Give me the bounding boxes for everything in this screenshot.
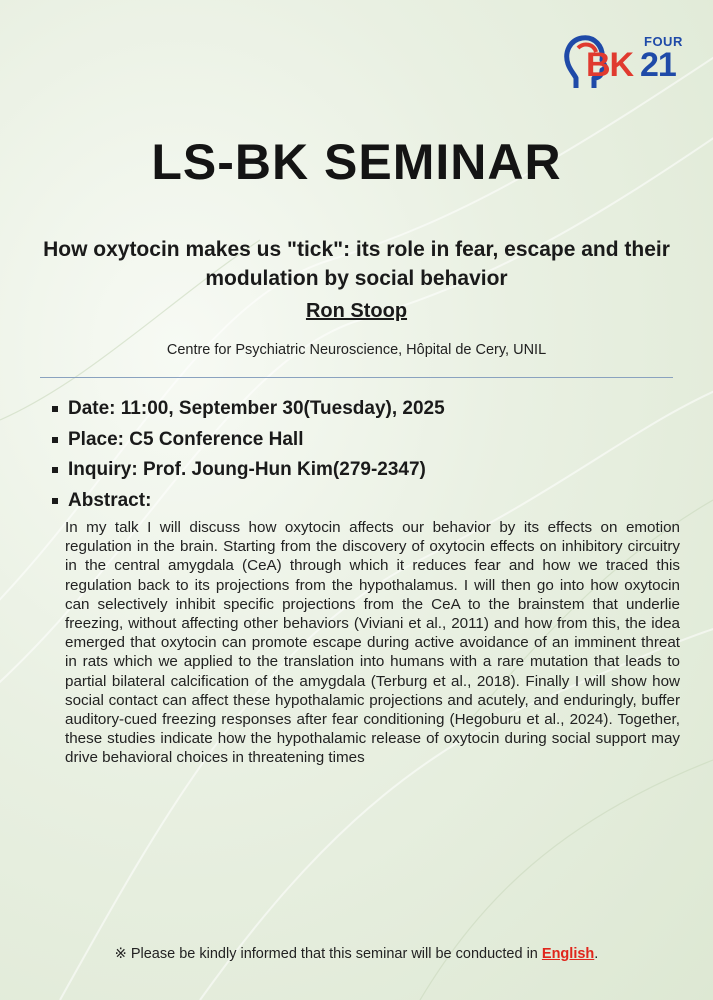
speaker-affiliation: Centre for Psychiatric Neuroscience, Hôpital de Cery, UNIL [166, 342, 547, 358]
place-text: Place: C5 Conference Hall [68, 428, 304, 450]
talk-title: How oxytocin makes us "tick": its role in fear, escape and their modulation by social behavior [43, 238, 670, 290]
abstract-heading: Abstract: [68, 489, 152, 511]
note-suffix: . [594, 946, 599, 962]
bullet-icon [52, 406, 58, 412]
bullet-icon [52, 498, 58, 504]
place-row [52, 425, 682, 456]
inquiry-text: Inquiry: Prof. Joung-Hun Kim(279-2347) [68, 459, 426, 481]
language-note [0, 946, 713, 962]
logo-four-text: FOUR [644, 34, 683, 49]
bullet-icon [52, 467, 58, 473]
abstract-heading-row [52, 486, 682, 517]
seminar-details [52, 394, 682, 516]
date-text: Date: 11:00, September 30(Tuesday), 2025 [68, 398, 445, 420]
divider [40, 377, 673, 378]
logo-21-text: 21 [640, 46, 676, 84]
speaker-name: Ron Stoop [305, 300, 408, 322]
note-prefix: ※ Please be kindly informed that this seminar will be conducted in [114, 946, 542, 962]
bullet-icon [52, 437, 58, 443]
logo-bk-text: BK [586, 46, 634, 84]
bk21-four-logo [562, 28, 692, 98]
seminar-title: LS-BK SEMINAR [151, 134, 562, 190]
note-language: English [541, 946, 595, 962]
inquiry-row [52, 455, 682, 486]
date-row [52, 394, 682, 425]
abstract-text: In my talk I will discuss how oxytocin affects our behavior by its effects on emotion regulation in the brain. Starting from the discovery of oxytocin effects on inhibitory circuitry in the central amygdala (CeA) through which it reduces fear and how we traced this regulation back to its projections from the hypothalamus. I will then go into how oxytocin can selectively inhibit specific projections from the CeA to the brainstem that underlie freezing, without affecting other behaviors (Viviani et al., 2011) and how from this, the idea emerged that oxytocin can promote escape during active avoidance of an imminent threat in rats which we applied to the translation into humans with a rare mutation that leads to partial bilateral calcification of the amygdala (Terburg et al., 2018). Finally I will show how social contact can affect these hypothalamic projections and acutely, and enduringly, buffer auditory-cued freezing responses after fear conditioning (Hegoburu et al., 2024). Together, these studies indicate how the hypothalamic release of oxytocin during social support may drive behavioral choices in threatening times [65, 519, 680, 767]
